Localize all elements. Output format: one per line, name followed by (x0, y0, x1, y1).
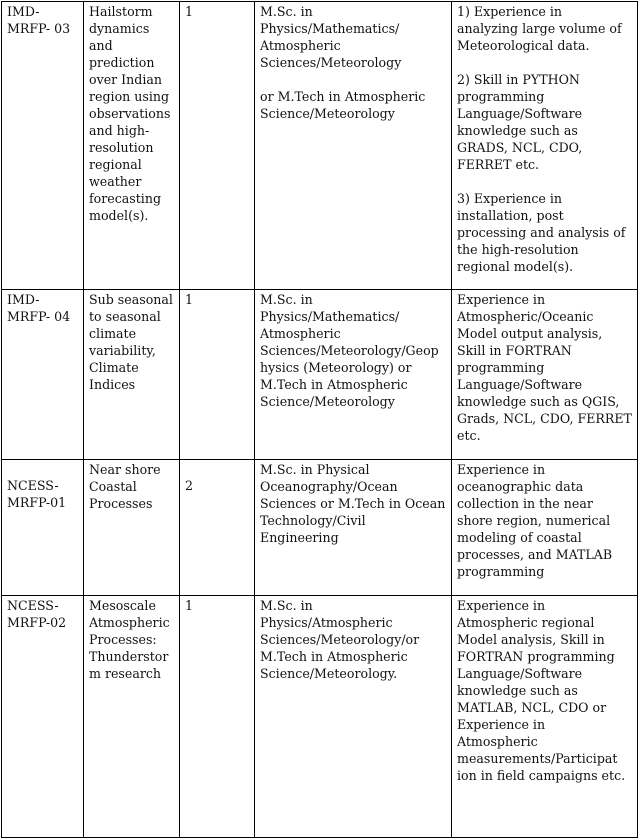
research-area: Hailstorm dynamics and prediction over Indian region using observations and high- resolution regional weather forecasting model(s). (89, 4, 171, 223)
skills-cell (452, 2, 638, 290)
position-code: IMD- MRFP- 03 (7, 4, 71, 36)
qualification: M.Sc. in Physics/Mathematics/ Atmospheric Sciences/Meteorology/Geop hysics (Meteorology) or M.Tech in Atmospheric Science/Meteorology (260, 291, 439, 409)
table-row (2, 460, 638, 596)
positions-table (1, 1, 638, 838)
table-row (2, 289, 638, 459)
skills: Experience in Atmospheric regional Model analysis, Skill in FORTRAN programming Language/Software knowledge such as MATLAB, NCL, CDO or Experience in Atmospheric measurements/Participat ion in field campaigns etc. (457, 598, 626, 784)
qualification-cell (255, 2, 452, 290)
skills: Experience in Atmospheric/Oceanic Model output analysis, Skill in FORTRAN programming Language/Software knowledge such as QGIS, Grads, NCL, CDO, FERRET etc. (457, 291, 632, 443)
position-code-cell (2, 596, 84, 838)
research-area-cell (84, 289, 180, 459)
qualification: M.Sc. in Physics/Atmospheric Sciences/Meteorology/or M.Tech in Atmospheric Science/Meteorology. (260, 598, 420, 682)
position-code-cell (2, 289, 84, 459)
research-area-cell (84, 460, 180, 596)
skills: 1) Experience in analyzing large volume of Meteorological data. 2) Skill in PYTHON programming Language/Software knowledge such as GRADS, NCL, CDO, FERRET etc. 3) Experience in installation, post processing and analysis of the high-resolution regional model(s). (457, 4, 626, 274)
positions-count-cell (180, 596, 255, 838)
positions-count: 1 (185, 598, 194, 614)
research-area: Sub seasonal to seasonal climate variability, Climate Indices (89, 291, 173, 392)
skills-cell (452, 596, 638, 838)
positions-count: 1 (185, 4, 194, 19)
positions-count-cell (180, 289, 255, 459)
positions-count: 2 (185, 478, 194, 494)
qualification-cell (255, 596, 452, 838)
positions-count-cell (180, 460, 255, 596)
position-code: IMD- MRFP- 04 (7, 291, 71, 324)
qualification-cell (255, 289, 452, 459)
skills-cell (452, 289, 638, 459)
skills: Experience in oceanographic data collection in the near shore region, numerical modeling of coastal processes, and MATLAB programming (457, 462, 613, 580)
qualification: M.Sc. in Physical Oceanography/Ocean Sciences or M.Tech in Ocean Technology/Civil Engineering (260, 462, 446, 546)
position-code: NCESS- MRFP-02 (7, 598, 67, 631)
table-row (2, 596, 638, 838)
research-area-cell (84, 2, 180, 290)
research-area: Mesoscale Atmospheric Processes: Thunderstor m research (89, 598, 170, 682)
table-row (2, 2, 638, 290)
positions-count-cell (180, 2, 255, 290)
positions-count: 1 (185, 291, 194, 307)
research-area-cell (84, 596, 180, 838)
skills-cell (452, 460, 638, 596)
position-code: NCESS- MRFP-01 (7, 478, 67, 511)
research-area: Near shore Coastal Processes (89, 462, 161, 512)
position-code-cell (2, 2, 84, 290)
qualification-cell (255, 460, 452, 596)
qualification: M.Sc. in Physics/Mathematics/ Atmospheric Sciences/Meteorology or M.Tech in Atmospheric Science/Meteorology (260, 4, 426, 121)
position-code-cell (2, 460, 84, 596)
